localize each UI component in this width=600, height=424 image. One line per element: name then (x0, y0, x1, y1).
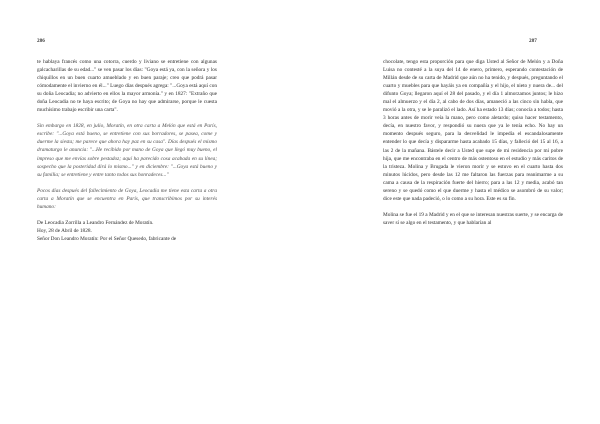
paragraph-letter-continuation: Molina se fue el 19 a Madrid y en el que se interesan nuestras suerte, y se encarga de saver sí se algo en el testamento, y que hablarían al (383, 211, 563, 226)
paragraph-letter-header: De Leocadia Zorrilla a Leandro Fernández de Moratín. Hoy, 28 de Abril de 1828. Señor Don Leandro Moratín: Por el Señor Quesedo, fabricante de (37, 219, 177, 242)
left-text-column (37, 58, 217, 243)
page-number-left: 286 (37, 38, 45, 44)
right-text-column (383, 58, 563, 227)
paragraph-introduction: Pocos días después del fallecimiento de Goya, Leocadia me tiene esta carta a otra carta a Moratín que se encuentra en París, que transcribimos por su interés humano: (37, 187, 217, 210)
right-page (300, 0, 600, 424)
paragraph-letter-excerpts: te hablaya francés como una cotorra, cuerdo y liviano se entretiene con algunas galcacharillas de su edad..." se ven pasar los días: "Goya está ya, con la señora y los chiquillos en un buen cuarto amueblado y en buen paraje; creo que podrá pasar cómodamente el invierno en él..." Luego días después agrega: "...Goya está aquí con su doña Leocadia; no advierto en ellos la mayor armonía." y en 1827: "Extraño que doña Leocadia no te haya escrito; de Goya no hay que admirarse, porque le cuesta muchísimo trabajo escribir una carta". (37, 59, 217, 114)
paragraph-letter-body: chocolate, tengo esta proporción para que diga Usted al Señor de Melón y a Doña Luisa no contesté a la suya del 14 de enero, primero, esperando contestación de Millán desde de su carta de Madrid que aún no ha tenido, y después, preguntando el cuarto y muebles para que hayáis ya en compañía y el hijo, el nieto y nuera de... del difunto Goya; llegaron aquí el 28 del pasado, y el día 1 almorzamos juntos; le hizo mal el almuerzo y el día 2, al cabo de dos días, amaneció a las cinco sin habla, que movió a la otra, y se le paralizó el lado. Así ha estado 13 días; conocía a todos; hasta 3 horas antes de morir veía la mano, pero como aletardo; quiso hacer testamento, decía, en nuestro favor, y respondió su nuera que ya le tenía echo. No hay un momento después seguro, para la desvelidad le impedía el escandalosamente entender lo que decía y dispararme hasta acabado 15 días, y falleció del 15 al 16, a las 2 de la mañana. Bástele decir a Usted que supe de mi residencia por mi pobre hija, que me encontraba en el centro de más ostentoso en el estudio y más caritos de la tristeza. Molina y Brugada le vieron morir y se estuvo en el cuarto hasta dos minutos lúcidos, pero desde las 12 me faltaron las fuerzas para reanimarme a su cama a causa de la respiración fuerte del hierro; para a las 12 y media, acabó tan sereno y se quedó como el que duerme y hasta el médico se asombró de su valor; dice este que nada padeció, o lo como a su hora. Este es su fin. (383, 59, 563, 202)
page-number-right: 287 (529, 38, 537, 44)
paragraph-moratin-letters: Sin embargo en 1828, en julio, Moratín, en otra carta a Melón que está en París, escribe: "...Goya está bueno, se entretiene con sus borradores, se pasea, come y duerme la siesta; me parece que ahora hay paz en su casa". Días después el mismo dramaturgo le anuncia: "...He recibido por mano de Goya que llegó muy bueno, el impreso que me envías sobre pestadoz; aquí ha parecido cosa acabada en su línea; sospecho que la posteridad dirá lo mismo..." y en diciembre: "...Goya está bueno y su familia; se entretiene y entre tanto todos sus honradeces..." (37, 123, 217, 178)
